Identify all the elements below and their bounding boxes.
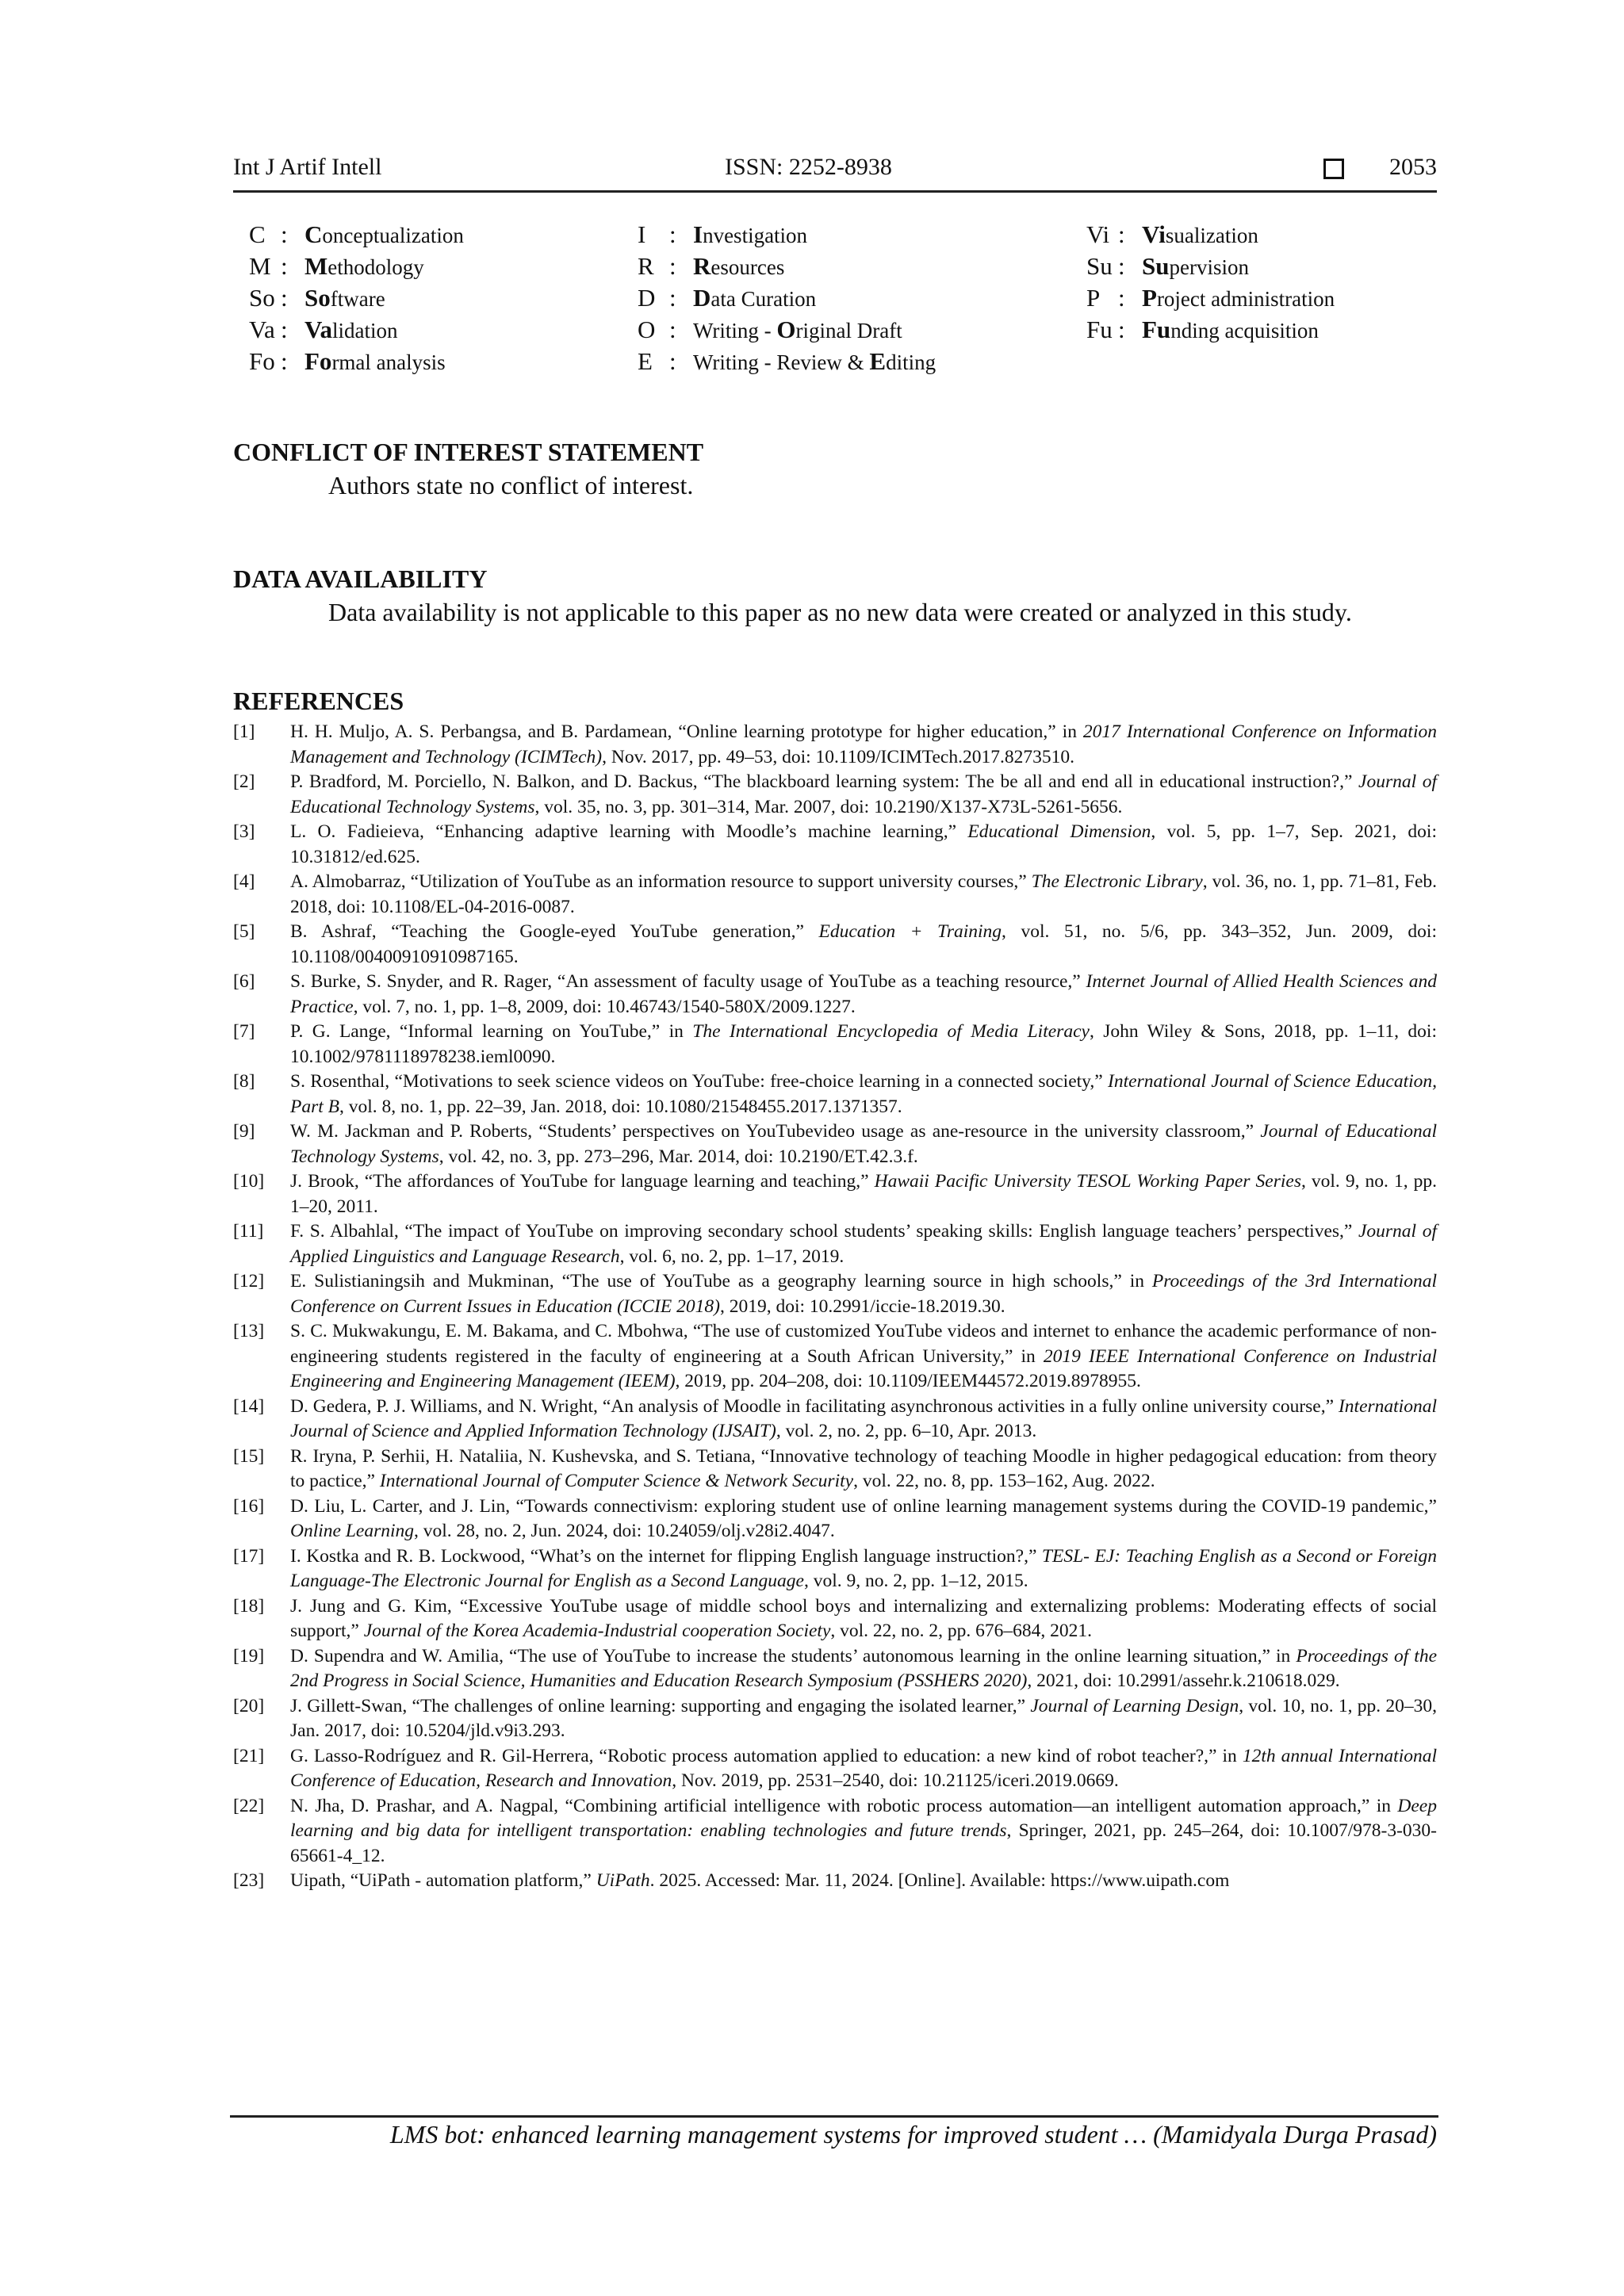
reference-text: . 2025. Accessed: Mar. 11, 2024. [Online]. Available: https://www.uipath.com <box>649 1870 1230 1891</box>
legend-item: E : Writing - Review & Editing <box>638 347 936 375</box>
reference-number: [22] <box>233 1795 265 1816</box>
reference-item <box>233 1544 1437 1594</box>
reference-text: Journal of Educational Technology Systems <box>290 771 1438 817</box>
reference-text: Online Learning <box>290 1521 415 1541</box>
reference-text: Internet Journal of Allied Health Sciences and Practice <box>290 971 1437 1017</box>
reference-item <box>233 720 1437 770</box>
reference-item <box>233 870 1437 920</box>
reference-text: International Journal of Science Education, Part B <box>290 1071 1437 1117</box>
reference-text: J. Brook, “The affordances of YouTube for language learning and teaching,” <box>290 1171 875 1192</box>
reference-text: S. Burke, S. Snyder, and R. Rager, “An assessment of faculty usage of YouTube as a teaching resource,” <box>290 971 1086 992</box>
reference-text: , vol. 42, no. 3, pp. 273–296, Mar. 2014, doi: 10.2190/ET.42.3.f. <box>439 1146 918 1167</box>
reference-number: [19] <box>233 1645 265 1667</box>
reference-text: Educational Dimension <box>967 821 1151 842</box>
reference-text: , Springer, 2021, pp. 245–264, doi: 10.1007/978-3-030-65661-4_12. <box>290 1820 1437 1866</box>
reference-item <box>233 1744 1437 1794</box>
running-footer: LMS bot: enhanced learning management systems for improved student … (Mamidyala Durga Prasad) <box>389 2120 1437 2149</box>
reference-item <box>233 1020 1437 1070</box>
reference-number: [11] <box>233 1221 264 1242</box>
reference-text: B. Ashraf, “Teaching the Google-eyed YouTube generation,” <box>290 921 819 942</box>
reference-text: 2019 IEEE International Conference on Industrial Engineering and Engineering Management (IEEM) <box>290 1345 1437 1391</box>
legend-item: O : Writing - Original Draft <box>638 316 902 343</box>
running-header <box>233 154 1437 193</box>
reference-item <box>233 1794 1437 1869</box>
reference-number: [15] <box>233 1445 265 1467</box>
reference-text: , vol. 2, no. 2, pp. 6–10, Apr. 2013. <box>776 1421 1037 1441</box>
reference-number: [18] <box>233 1595 265 1617</box>
reference-item <box>233 1395 1437 1445</box>
reference-text: Journal of the Korea Academia-Industrial cooperation Society <box>363 1621 831 1641</box>
reference-list <box>233 720 1437 1894</box>
reference-number: [23] <box>233 1870 265 1891</box>
reference-text: , vol. 36, no. 1, pp. 71–81, Feb. 2018, doi: 10.1108/EL-04-2016-0087. <box>290 871 1438 917</box>
reference-number: [12] <box>233 1271 265 1292</box>
journal-name: Int J Artif Intell <box>233 154 382 180</box>
reference-item <box>233 1445 1437 1494</box>
reference-text: , vol. 22, no. 2, pp. 676–684, 2021. <box>830 1621 1093 1641</box>
footer-rule <box>230 2115 1438 2118</box>
reference-text: J. Jung and G. Kim, “Excessive YouTube usage of middle school boys and internalizing and externalizing problems: Moderating effects of social support,” <box>290 1595 1437 1641</box>
reference-text: Deep learning and big data for intelligent transportation: enabling technologies and future trends <box>290 1795 1437 1841</box>
reference-item <box>233 970 1437 1020</box>
contribution-legend-col2 <box>638 219 936 377</box>
reference-item <box>233 820 1437 870</box>
reference-text: The Electronic Library <box>1031 871 1203 892</box>
legend-item: I : Investigation <box>638 220 808 248</box>
reference-item <box>233 1119 1437 1169</box>
reference-text: D. Supendra and W. Amilia, “The use of YouTube to increase the students’ autonomous learning in the online learning situation,” in <box>290 1645 1297 1667</box>
reference-text: G. Lasso-Rodríguez and R. Gil-Herrera, “Robotic process automation applied to education: a new kind of robot teacher?,” in <box>290 1745 1243 1766</box>
reference-text: UiPath <box>596 1870 650 1891</box>
reference-number: [6] <box>233 971 255 992</box>
reference-item <box>233 1494 1437 1544</box>
reference-text: Education + Training <box>818 921 1002 942</box>
legend-item: P : Project administration <box>1086 284 1335 312</box>
reference-item <box>233 1319 1437 1395</box>
data-availability-heading: DATA AVAILABILITY <box>233 564 488 593</box>
reference-item <box>233 1869 1437 1894</box>
reference-text: , Nov. 2017, pp. 49–53, doi: 10.1109/ICIMTech.2017.8273510. <box>602 746 1074 767</box>
reference-text: , vol. 28, no. 2, Jun. 2024, doi: 10.24059/olj.v28i2.4047. <box>414 1521 835 1541</box>
reference-text: Uipath, “UiPath - automation platform,” <box>290 1870 596 1891</box>
reference-text: 12th annual International Conference of Education, Research and Innovation <box>290 1745 1438 1791</box>
reference-text: J. Gillett-Swan, “The challenges of online learning: supporting and engaging the isolated learner,” <box>290 1695 1031 1716</box>
conflict-heading: CONFLICT OF INTEREST STATEMENT <box>233 438 704 466</box>
reference-text: F. S. Albahlal, “The impact of YouTube on improving secondary school students’ speaking skills: English language teachers’ perspectives,” <box>290 1221 1358 1242</box>
conflict-text: Authors state no conflict of interest. <box>328 471 694 499</box>
legend-item: Va : Validation <box>249 316 398 343</box>
reference-text: H. H. Muljo, A. S. Perbangsa, and B. Pardamean, “Online learning prototype for higher education,” in <box>290 721 1083 742</box>
legend-item: Vi : Visualization <box>1086 220 1258 248</box>
reference-item <box>233 1694 1437 1744</box>
reference-text: , vol. 9, no. 2, pp. 1–12, 2015. <box>803 1571 1028 1591</box>
reference-text: , vol. 9, no. 1, pp. 1–20, 2011. <box>290 1171 1437 1217</box>
reference-number: [10] <box>233 1171 265 1192</box>
reference-text: Journal of Educational Technology Systems <box>290 1121 1437 1167</box>
reference-text: , vol. 6, no. 2, pp. 1–17, 2019. <box>619 1246 845 1267</box>
reference-text: Proceedings of the 2nd Progress in Social Science, Humanities and Education Research Symposium (PSSHERS 2020) <box>290 1645 1437 1691</box>
reference-number: [17] <box>233 1545 265 1567</box>
references-heading: REFERENCES <box>233 687 404 715</box>
reference-text: , vol. 35, no. 3, pp. 301–314, Mar. 2007, doi: 10.2190/X137-X73L-5261-5656. <box>534 796 1123 817</box>
contribution-legend-col1 <box>249 219 464 377</box>
reference-item <box>233 1219 1437 1269</box>
reference-text: A. Almobarraz, “Utilization of YouTube as an information resource to support university courses,” <box>290 871 1032 892</box>
reference-text: International Journal of Science and Applied Information Technology (IJSAIT) <box>290 1395 1437 1441</box>
legend-item: M : Methodology <box>249 252 424 280</box>
legend-item: Fo : Formal analysis <box>249 347 446 375</box>
reference-text: , vol. 7, no. 1, pp. 1–8, 2009, doi: 10.46743/1540-580X/2009.1227. <box>353 996 856 1017</box>
reference-text: , 2019, pp. 204–208, doi: 10.1109/IEEM44572.2019.8978955. <box>675 1371 1141 1391</box>
page-number: 2053 <box>1389 154 1437 180</box>
reference-item <box>233 1269 1437 1319</box>
reference-text: L. O. Fadieieva, “Enhancing adaptive learning with Moodle’s machine learning,” <box>290 821 968 842</box>
reference-item <box>233 1644 1437 1694</box>
reference-text: , John Wiley & Sons, 2018, pp. 1–11, doi: 10.1002/9781118978238.ieml0090. <box>290 1021 1437 1067</box>
legend-item: D : Data Curation <box>638 284 817 312</box>
reference-number: [21] <box>233 1745 265 1766</box>
reference-number: [16] <box>233 1495 265 1517</box>
reference-text: , 2019, doi: 10.2991/iccie-18.2019.30. <box>719 1295 1005 1317</box>
reference-text: , 2021, doi: 10.2991/assehr.k.210618.029. <box>1027 1670 1340 1691</box>
data-availability-text: Data availability is not applicable to this paper as no new data were created or analyzed in this study. <box>328 598 1352 626</box>
reference-text: Hawaii Pacific University TESOL Working Paper Series <box>874 1171 1301 1192</box>
reference-text: S. Rosenthal, “Motivations to seek science videos on YouTube: free-choice learning in a connected society,” <box>290 1071 1109 1092</box>
legend-item: So : Software <box>249 284 385 312</box>
reference-number: [3] <box>233 821 255 842</box>
contribution-legend-col3 <box>1086 219 1335 346</box>
reference-item <box>233 1169 1437 1219</box>
reference-text: S. C. Mukwakungu, E. M. Bakama, and C. Mbohwa, “The use of customized YouTube videos and internet to enhance the academic performance of non-engineering students registered in the faculty of engineering at a South African University,” in <box>290 1321 1437 1367</box>
reference-text: D. Gedera, P. J. Williams, and N. Wright, “An analysis of Moodle in facilitating asynchronous activities in a fully online university course,” <box>290 1395 1339 1417</box>
reference-number: [7] <box>233 1021 255 1042</box>
reference-text: 2017 International Conference on Information Management and Technology (ICIMTech) <box>290 721 1437 767</box>
reference-text: Proceedings of the 3rd International Conference on Current Issues in Education (ICCIE 2018) <box>290 1271 1437 1317</box>
reference-item <box>233 770 1437 820</box>
reference-text: , vol. 5, pp. 1–7, Sep. 2021, doi: 10.31812/ed.625. <box>290 821 1437 867</box>
reference-number: [4] <box>233 871 255 892</box>
reference-text: , vol. 22, no. 8, pp. 153–162, Aug. 2022. <box>853 1471 1155 1491</box>
reference-text: D. Liu, L. Carter, and J. Lin, “Towards connectivism: exploring student use of online learning management systems during the COVID-19 pandemic,” <box>290 1495 1437 1517</box>
reference-item <box>233 920 1437 970</box>
reference-text: , Nov. 2019, pp. 2531–2540, doi: 10.21125/iceri.2019.0669. <box>672 1770 1119 1791</box>
reference-number: [8] <box>233 1071 255 1092</box>
reference-item <box>233 1070 1437 1119</box>
reference-number: [5] <box>233 921 255 942</box>
reference-text: N. Jha, D. Prashar, and A. Nagpal, “Combining artificial intelligence with robotic process automation—an intelligent automation approach,” in <box>290 1795 1398 1816</box>
reference-item <box>233 1594 1437 1644</box>
reference-text: , vol. 8, no. 1, pp. 22–39, Jan. 2018, doi: 10.1080/21548455.2017.1371357. <box>339 1096 902 1117</box>
square-icon <box>1323 159 1344 179</box>
reference-text: International Journal of Computer Science & Network Security <box>379 1471 854 1491</box>
reference-number: [14] <box>233 1395 265 1417</box>
reference-text: R. Iryna, P. Serhii, H. Nataliia, N. Kushevska, and S. Tetiana, “Innovative technology of teaching Moodle in higher pedagogical education: from theory to pactice,” <box>290 1445 1437 1491</box>
reference-number: [9] <box>233 1121 255 1142</box>
legend-item: Fu : Funding acquisition <box>1086 316 1319 343</box>
legend-item: R : Resources <box>638 252 785 280</box>
reference-text: , vol. 10, no. 1, pp. 20–30, Jan. 2017, doi: 10.5204/jld.v9i3.293. <box>290 1695 1437 1741</box>
reference-text: I. Kostka and R. B. Lockwood, “What’s on the internet for flipping English language instruction?,” <box>290 1545 1042 1567</box>
reference-text: E. Sulistianingsih and Mukminan, “The use of YouTube as a geography learning source in high schools,” in <box>290 1271 1152 1292</box>
reference-text: , vol. 51, no. 5/6, pp. 343–352, Jun. 2009, doi: 10.1108/00400910910987165. <box>290 921 1437 967</box>
reference-text: The International Encyclopedia of Media Literacy <box>692 1021 1090 1042</box>
reference-text: Journal of Learning Design <box>1030 1695 1239 1716</box>
reference-text: TESL- EJ: Teaching English as a Second or Foreign Language-The Electronic Journal for English as a Second Language <box>290 1545 1437 1591</box>
issn: ISSN: 2252-8938 <box>725 154 892 180</box>
legend-item: C : Conceptualization <box>249 220 464 248</box>
reference-number: [13] <box>233 1321 265 1341</box>
reference-number: [20] <box>233 1695 265 1716</box>
reference-text: W. M. Jackman and P. Roberts, “Students’ perspectives on YouTubevideo usage as ane-resource in the university classroom,” <box>290 1121 1261 1142</box>
reference-text: P. G. Lange, “Informal learning on YouTube,” in <box>290 1021 693 1042</box>
reference-number: [1] <box>233 721 255 742</box>
legend-item: Su : Supervision <box>1086 252 1249 280</box>
reference-number: [2] <box>233 771 255 792</box>
reference-text: P. Bradford, M. Porciello, N. Balkon, and D. Backus, “The blackboard learning system: The be all and end all in educational instruction?,” <box>290 771 1359 792</box>
reference-text: Journal of Applied Linguistics and Language Research <box>290 1221 1437 1267</box>
